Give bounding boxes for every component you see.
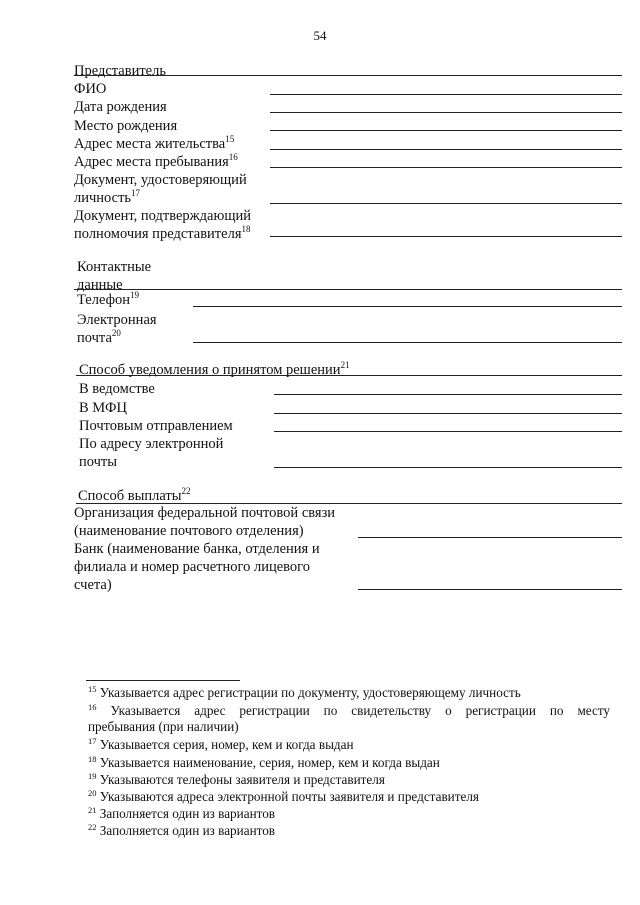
footnote-22: $^{22}$ Заполняется один из вариантов bbox=[88, 822, 276, 838]
authority-document-label: Документ, подтверждающий полномочия представителя$^{18}$ bbox=[74, 208, 252, 242]
notify-mail-label: Почтовым отправлением bbox=[79, 418, 233, 434]
footnote-21: $^{21}$ Заполняется один из вариантов bbox=[88, 805, 276, 821]
footnote-18: $^{18}$ Указывается наименование, серия, номер, кем и когда выдан bbox=[88, 754, 440, 770]
payment-bank-label: Банк (наименование банка, отделения и филиала и номер расчетного лицевого счета) bbox=[74, 541, 320, 593]
footnote-ref-22: 22 bbox=[181, 486, 191, 496]
notify-department-label: В ведомстве bbox=[79, 381, 155, 397]
birth-date-input-line[interactable] bbox=[270, 112, 622, 113]
notification-heading-underline bbox=[76, 375, 622, 376]
birth-place-input-line[interactable] bbox=[270, 130, 622, 131]
footnote-ref-18: 18 bbox=[241, 224, 251, 234]
authority-document-input-line[interactable] bbox=[270, 236, 622, 237]
id-document-label: Документ, удостоверяющий личность$^{17}$ bbox=[74, 172, 247, 206]
notify-email-input-line[interactable] bbox=[274, 467, 622, 468]
footnote-ref-21: 21 bbox=[340, 360, 350, 370]
representative-heading: Представитель bbox=[74, 63, 166, 79]
birth-place-label: Место рождения bbox=[74, 118, 178, 134]
stay-address-label: Адрес места пребывания$^{16}$ bbox=[74, 152, 238, 170]
footnote-ref-20: 20 bbox=[111, 328, 121, 338]
footnote-16: $^{16}$ Указывается адрес регистрации по свидетельству о регистрации по месту пребывания (при наличии) bbox=[88, 702, 611, 734]
email-label: Электронная почта$^{20}$ bbox=[77, 312, 157, 346]
footnote-19: $^{19}$ Указываются телефоны заявителя и представителя bbox=[88, 771, 385, 787]
footnote-ref-15: 15 bbox=[225, 134, 235, 144]
footnote-15: $^{15}$ Указывается адрес регистрации по документу, удостоверяющему личность bbox=[88, 684, 521, 700]
notify-mail-input-line[interactable] bbox=[274, 431, 622, 432]
payment-bank-input-line[interactable] bbox=[358, 589, 622, 590]
notify-mfc-input-line[interactable] bbox=[274, 413, 622, 414]
footnote-ref-16: 16 bbox=[228, 152, 238, 162]
notify-mfc-label: В МФЦ bbox=[79, 400, 127, 416]
stay-address-input-line[interactable] bbox=[270, 167, 622, 168]
footnote-ref-17: 17 bbox=[131, 188, 141, 198]
notification-heading: Способ уведомления о принятом решении$^{21}$ bbox=[79, 360, 350, 378]
payment-post-label: Организация федеральной почтовой связи (наименование почтового отделения) bbox=[74, 505, 336, 539]
id-document-input-line[interactable] bbox=[270, 203, 622, 204]
fio-input-line[interactable] bbox=[270, 94, 622, 95]
phone-input-line[interactable] bbox=[193, 306, 622, 307]
footnote-20: $^{20}$ Указываются адреса электронной почты заявителя и представителя bbox=[88, 788, 480, 804]
birth-date-label: Дата рождения bbox=[74, 99, 167, 115]
footnote-17: $^{17}$ Указывается серия, номер, кем и когда выдан bbox=[88, 736, 354, 752]
representative-heading-underline bbox=[74, 75, 622, 76]
notify-department-input-line[interactable] bbox=[274, 394, 622, 395]
phone-label: Телефон$^{19}$ bbox=[77, 290, 139, 308]
contacts-heading: Контактные данные bbox=[77, 259, 152, 293]
footnote-separator bbox=[86, 680, 240, 681]
fio-label: ФИО bbox=[74, 81, 107, 97]
payment-heading: Способ выплаты$^{22}$ bbox=[78, 486, 191, 504]
residence-address-label: Адрес места жительства$^{15}$ bbox=[74, 134, 235, 152]
page-number: 54 bbox=[313, 28, 327, 43]
email-input-line[interactable] bbox=[193, 342, 622, 343]
notify-email-label: По адресу электронной почты bbox=[79, 436, 224, 470]
contacts-heading-underline bbox=[74, 289, 622, 290]
footnote-ref-19: 19 bbox=[130, 290, 139, 300]
payment-post-input-line[interactable] bbox=[358, 537, 622, 538]
residence-address-input-line[interactable] bbox=[270, 149, 622, 150]
